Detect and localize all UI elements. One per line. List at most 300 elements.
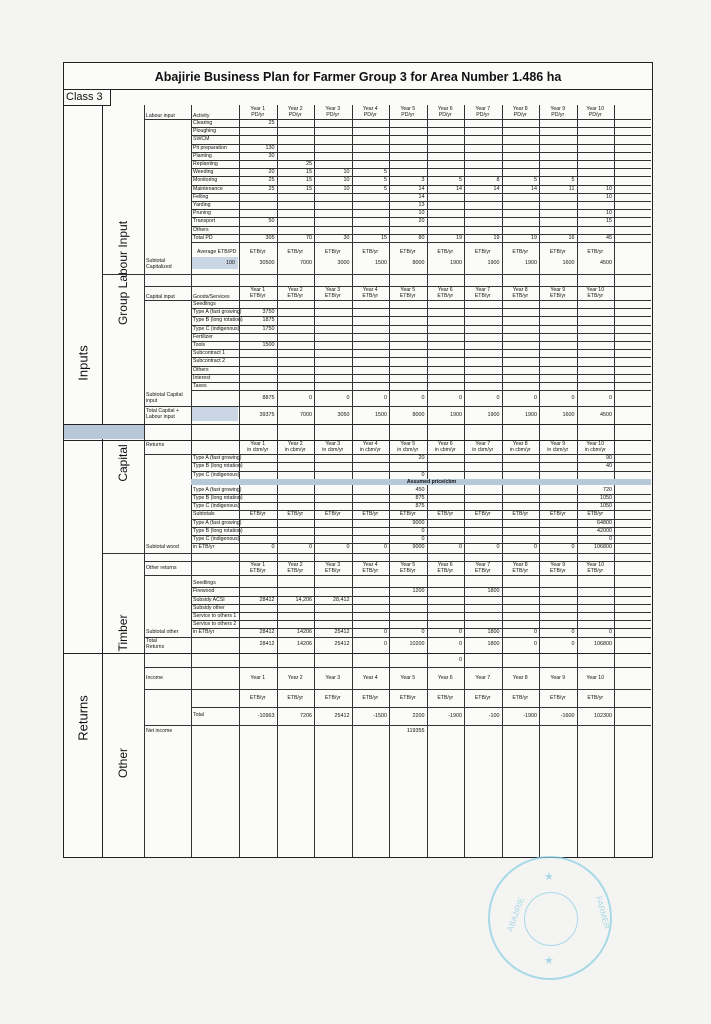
other-unit-9: ETB/yr: [549, 568, 566, 575]
capital-total-cell: 3050: [337, 412, 350, 419]
income-total-cell: -1900: [523, 712, 537, 719]
activity-13: Transport: [193, 218, 216, 225]
labour-year-6: Year 6: [437, 106, 453, 112]
timber-unit-5: in cbm/yr: [397, 447, 419, 454]
total-returns-cell: 10200: [409, 640, 425, 647]
labour-cell: 10: [343, 185, 350, 192]
subtotal-wood-label: Subtotal wood: [146, 544, 179, 551]
section-capital: Capital: [116, 444, 130, 482]
labour-cell: 5: [384, 177, 387, 184]
labour-cell: 19: [531, 234, 537, 241]
other-subtotal-cell: 28412: [259, 629, 275, 636]
other-subtotal-cell: 1800: [487, 629, 500, 636]
timber-year-5: Year 5: [400, 441, 416, 448]
capital-subtotal-label: Subtotal Capital input: [146, 392, 183, 405]
total-returns-cell: 1800: [487, 640, 500, 647]
other-cell: 1200: [412, 588, 425, 595]
section-timber: Timber: [116, 614, 130, 652]
labour-unit-10: PD/yr: [588, 112, 602, 118]
avg-unit-10: ETB/yr: [587, 249, 604, 255]
capital-input-label: Capital input: [146, 294, 175, 300]
timber-vol-cell: 0: [421, 471, 425, 478]
other-year-6: Year 6: [437, 562, 453, 569]
capital-year-5: Year 5: [400, 287, 416, 293]
capital-subtotal-cell: 0: [421, 395, 425, 402]
business-plan-sheet: [63, 62, 653, 858]
activity-10: Felling: [193, 193, 209, 200]
labour-cell: 5: [571, 177, 575, 184]
income-unit-10: ETB/yr: [587, 694, 604, 701]
capital-year-8: Year 8: [512, 287, 528, 293]
capital-cell: 1500: [262, 342, 275, 348]
capital-subtotal-cell: 0: [609, 395, 612, 402]
timber-price-type-2: Type B (long rotation): [193, 495, 243, 501]
labour-cell: 80: [418, 234, 425, 241]
grid-line: [191, 604, 651, 605]
income-unit-5: ETB/yr: [399, 694, 416, 701]
other-unit-5: ETB/yr: [399, 568, 416, 575]
total-returns-cell: 106800: [594, 640, 612, 647]
timber-val-type-1: Type A (fast growing): [193, 519, 242, 526]
income-year-8: Year 8: [512, 674, 528, 681]
labour-cell: 70: [306, 234, 312, 241]
labour-unit-1: PD/yr: [251, 112, 265, 118]
grid-line: [144, 667, 651, 668]
income-year-7: Year 7: [475, 674, 491, 681]
subtotal-wood-cell: 0: [459, 544, 462, 551]
subtotal-wood-cell: 0: [571, 544, 575, 551]
labour-cell: 130: [265, 144, 275, 151]
capital-subtotal-cell: 0: [571, 395, 575, 402]
capital-subtotal-cell: 0: [534, 395, 537, 402]
labour-cell: 14: [418, 193, 425, 200]
timber-vol-type-3: Type C (indigenous): [193, 471, 240, 478]
income-unit-1: ETB/yr: [249, 694, 266, 701]
other-cell: 28412: [259, 596, 275, 603]
grid-line: [144, 689, 651, 690]
labour-cell: 15: [381, 234, 387, 241]
grid-line: [191, 612, 651, 613]
other-item-5: Service to others 1: [193, 613, 237, 619]
labour-unit-7: PD/yr: [476, 112, 490, 118]
income-total-cell: -10963: [257, 712, 275, 719]
total-returns-cell: 28412: [259, 640, 275, 647]
timber-vol-type-1: Type A (fast growing): [193, 455, 242, 462]
assumed-price-label: Assumed price/cbm: [406, 478, 457, 485]
timber-year-3: Year 3: [325, 441, 341, 448]
other-subtotal-cell: 0: [534, 629, 537, 636]
labour-cell: 14: [418, 185, 425, 192]
labour-cell: 8: [496, 177, 500, 184]
subtotals-unit: ETB/yr: [399, 511, 416, 518]
income-year-3: Year 3: [325, 674, 341, 681]
other-item-1: Seedlings: [193, 580, 216, 587]
other-unit-6: ETB/yr: [437, 568, 454, 575]
income-unit-3: ETB/yr: [324, 694, 341, 701]
capital-total-cell: 1600: [562, 412, 575, 419]
timber-val-type-2: Type B (long rotation): [193, 527, 243, 534]
labour-cell: 14: [531, 185, 537, 192]
subtotal-wood-cell: 0: [309, 544, 312, 551]
total-returns-cell: 0: [534, 640, 537, 647]
labour-cell: 10: [606, 210, 612, 217]
section-band: [64, 425, 144, 439]
labour-input-label: Labour input: [146, 113, 175, 119]
avg-unit-6: ETB/yr: [437, 249, 454, 255]
capital-item-6: Tools: [193, 342, 206, 348]
extra-zero: 0: [459, 656, 462, 663]
income-total-cell: -1900: [448, 712, 462, 719]
grid-line: [191, 382, 651, 383]
timber-year-2: Year 2: [287, 441, 303, 448]
capital-unit-5: ETB/yr: [399, 293, 416, 299]
other-item-4: Subsidy other: [193, 604, 225, 611]
timber-price-y10: 1050: [600, 503, 612, 510]
timber-unit-7: in cbm/yr: [472, 447, 494, 454]
capital-item-1: Seedlings: [193, 301, 216, 307]
capital-total-cell: 8000: [412, 412, 425, 419]
subtotals-unit: ETB/yr: [287, 511, 304, 518]
grid-line: [64, 653, 651, 654]
labour-year-8: Year 8: [512, 106, 528, 112]
capital-year-2: Year 2: [287, 287, 303, 293]
labour-unit-8: PD/yr: [513, 112, 527, 118]
grid-line: [191, 226, 651, 227]
activity-6: Replanting: [193, 161, 218, 167]
other-subtotal-label: Subtotal other: [146, 629, 179, 636]
capital-unit-10: ETB/yr: [587, 293, 604, 299]
other-year-9: Year 9: [550, 562, 566, 569]
capital-unit-7: ETB/yr: [474, 293, 491, 299]
grid-line: [191, 390, 651, 391]
income-label: Income: [146, 674, 164, 681]
other-subtotal-cell: 0: [571, 629, 575, 636]
section-group-labour: Group Labour Input: [116, 220, 130, 326]
avg-unit-5: ETB/yr: [399, 249, 416, 255]
timber-year-8: Year 8: [512, 441, 528, 448]
total-returns-label: Total Returns: [146, 637, 165, 650]
labour-cell: 11: [568, 185, 575, 192]
labour-cell: 10: [418, 210, 425, 217]
timber-price-y5: 450: [415, 486, 425, 493]
capital-item-8: Subcontract 2: [193, 358, 226, 365]
activity-3: SWCM: [193, 136, 210, 143]
capital-total-cell: 1900: [450, 412, 462, 419]
grid-line: [191, 127, 651, 128]
labour-cell: 25: [268, 120, 275, 126]
avg-value: 100: [226, 260, 235, 266]
labour-subtotal-cell: 1500: [375, 260, 387, 266]
labour-cell: 50: [268, 218, 275, 225]
labour-subtotal-cell: 3000: [337, 260, 350, 266]
capital-unit-9: ETB/yr: [549, 293, 566, 299]
income-unit-8: ETB/yr: [512, 694, 529, 701]
official-stamp: ★ ★ ABAJIRIE FARMER: [488, 856, 612, 980]
capital-item-9: Others: [193, 366, 209, 373]
labour-year-4: Year 4: [362, 106, 378, 112]
labour-subtotal-cell: 4500: [600, 260, 612, 266]
other-unit-3: ETB/yr: [324, 568, 341, 575]
labour-cell: 45: [606, 234, 612, 241]
labour-year-10: Year 10: [586, 106, 605, 112]
timber-year-6: Year 6: [437, 441, 453, 448]
subtotal-wood-cell: 0: [496, 544, 500, 551]
grid-line: [102, 105, 103, 857]
other-cell: 14,206: [295, 596, 312, 603]
capital-subtotal-cell: 8875: [262, 395, 275, 402]
timber-val-y5: 0: [421, 527, 425, 534]
grid-line: [144, 637, 651, 638]
activity-14: Others: [193, 226, 209, 233]
grid-line: [191, 707, 651, 708]
capital-unit-6: ETB/yr: [437, 293, 454, 299]
subtotal-wood-cell: 9000: [412, 544, 425, 551]
section-other: Other: [116, 747, 130, 779]
capital-unit-2: ETB/yr: [287, 293, 304, 299]
timber-unit-2: in cbm/yr: [284, 447, 306, 454]
labour-year-5: Year 5: [400, 106, 416, 112]
timber-val-y5: 0: [421, 536, 425, 542]
labour-cell: 5: [459, 177, 462, 184]
timber-vol-type-2: Type B (long rotation): [193, 463, 243, 470]
subtotal-wood-cell: 106800: [594, 544, 612, 551]
timber-price-type-3: Type C (indigenous): [193, 503, 240, 510]
capital-item-10: Interest: [193, 374, 211, 381]
other-unit-1: ETB/yr: [249, 568, 266, 575]
capital-total-cell: 1900: [525, 412, 537, 419]
other-unit-4: ETB/yr: [362, 568, 379, 575]
labour-cell: 14: [456, 185, 462, 192]
capital-item-3: Type B (long rotation): [193, 317, 243, 324]
labour-subtotal-cell: 7000: [300, 260, 312, 266]
income-year-10: Year 10: [586, 674, 605, 681]
subtotal-wood-unit: in ETB/yr: [193, 544, 215, 551]
income-total-cell: 25412: [334, 712, 350, 719]
labour-cell: 5: [384, 169, 387, 176]
grid-line: [102, 553, 651, 554]
labour-cell: 3: [421, 177, 425, 184]
timber-unit-8: in cbm/yr: [509, 447, 531, 454]
avg-unit-8: ETB/yr: [512, 249, 529, 255]
activity-2: Ploughing: [193, 128, 217, 135]
labour-cell: 10: [343, 169, 350, 176]
labour-cell: 30: [343, 234, 350, 241]
labour-subtotal-cell: 8000: [412, 260, 425, 266]
other-subtotal-cell: 0: [384, 629, 387, 636]
timber-unit-9: in cbm/yr: [547, 447, 569, 454]
subtotals-unit: ETB/yr: [474, 511, 491, 518]
total-capital-label: Total Capital + Labour input: [146, 408, 180, 421]
timber-price-y10: 720: [603, 486, 612, 493]
labour-cell: 25: [306, 161, 312, 167]
income-unit-7: ETB/yr: [474, 694, 491, 701]
capital-year-1: Year 1: [250, 287, 266, 293]
activity-5: Planting: [193, 152, 212, 159]
grid-line: [144, 575, 651, 576]
timber-val-y10: 0: [609, 536, 612, 542]
capital-unit-3: ETB/yr: [324, 293, 341, 299]
labour-year-3: Year 3: [325, 106, 341, 112]
activity-label: Activity: [193, 113, 210, 119]
labour-cell: 10: [343, 177, 350, 184]
labour-cell: 10: [606, 193, 612, 200]
other-unit-8: ETB/yr: [512, 568, 529, 575]
timber-val-type-3: Type C (indigenous): [193, 536, 240, 542]
capital-subtotal-cell: 0: [309, 395, 312, 402]
other-year-4: Year 4: [362, 562, 378, 569]
activity-7: Weeding: [193, 169, 214, 176]
net-income-label: Net income: [146, 727, 173, 734]
timber-year-10: Year 10: [586, 441, 605, 448]
income-unit-6: ETB/yr: [437, 694, 454, 701]
labour-cell: 19: [493, 234, 500, 241]
other-item-6: Service to others 2: [193, 621, 237, 628]
labour-unit-6: PD/yr: [438, 112, 452, 118]
timber-price-y5: 875: [415, 503, 425, 510]
timber-unit-1: in cbm/yr: [247, 447, 269, 454]
labour-unit-5: PD/yr: [401, 112, 415, 118]
activity-4: Pit preparation: [193, 144, 227, 151]
labour-unit-3: PD/yr: [326, 112, 340, 118]
labour-cell: 10: [606, 185, 612, 192]
income-unit-2: ETB/yr: [287, 694, 304, 701]
other-year-10: Year 10: [586, 562, 605, 569]
labour-unit-9: PD/yr: [551, 112, 565, 118]
avg-unit-3: ETB/yr: [324, 249, 341, 255]
other-cell: 28,412: [333, 596, 350, 603]
timber-year-7: Year 7: [475, 441, 491, 448]
capital-subtotal-cell: 0: [496, 395, 500, 402]
capital-total-cell: 4500: [600, 412, 612, 419]
other-item-2: Firewood: [193, 588, 215, 595]
other-returns-label: Other returns: [146, 565, 177, 572]
other-subtotal-cell: 0: [459, 629, 462, 636]
capital-item-7: Subcontract 1: [193, 350, 226, 357]
capital-item-4: Type C (indigenous): [193, 325, 240, 332]
capital-year-9: Year 9: [550, 287, 566, 293]
other-year-7: Year 7: [475, 562, 491, 569]
other-subtotal-cell: 0: [609, 629, 612, 636]
goods-label: Goods/Services: [193, 294, 230, 300]
avg-unit-7: ETB/yr: [474, 249, 491, 255]
grid-line: [191, 620, 651, 621]
timber-vol-cell: 90: [606, 455, 612, 462]
activity-15: Total PD: [193, 234, 213, 241]
capital-year-10: Year 10: [586, 287, 605, 293]
avg-unit-2: ETB/yr: [287, 249, 304, 255]
net-income-value: 119355: [406, 727, 425, 734]
capital-item-2: Type A (fast growing): [193, 309, 242, 316]
activity-8: Monitoring: [193, 177, 218, 184]
timber-val-y10: 64800: [597, 519, 612, 526]
grid-line: [64, 424, 651, 425]
other-year-3: Year 3: [325, 562, 341, 569]
timber-year-9: Year 9: [550, 441, 566, 448]
grid-line: [144, 300, 651, 301]
capital-year-7: Year 7: [475, 287, 491, 293]
subtotals-unit: ETB/yr: [362, 511, 379, 518]
timber-year-1: Year 1: [250, 441, 266, 448]
timber-price-type-1: Type A (fast growing): [193, 486, 242, 493]
income-total-cell: 7206: [300, 712, 312, 719]
income-year-9: Year 9: [550, 674, 566, 681]
income-year-6: Year 6: [437, 674, 453, 681]
labour-cell: 25: [268, 177, 275, 184]
total-returns-cell: 0: [384, 640, 387, 647]
subtotals-unit: ETB/yr: [437, 511, 454, 518]
capital-item-5: Fertilizer: [193, 333, 213, 340]
capital-year-4: Year 4: [362, 287, 378, 293]
income-total-cell: 102300: [594, 712, 612, 719]
timber-price-y5: 875: [415, 495, 425, 501]
capital-year-6: Year 6: [437, 287, 453, 293]
labour-cell: 305: [265, 234, 275, 241]
total-capital-cell: [192, 407, 238, 421]
grid-line: [191, 242, 651, 243]
grid-line: [144, 105, 145, 857]
timber-val-y5: 9000: [412, 519, 425, 526]
total-returns-cell: 25412: [334, 640, 350, 647]
other-item-3: Subsidy ACSI: [193, 596, 225, 603]
labour-subtotal-cell: 30500: [259, 260, 275, 266]
income-year-1: Year 1: [250, 674, 266, 681]
timber-unit-10: in cbm/yr: [584, 447, 606, 454]
subtotals-label: Subtotals: [193, 511, 215, 518]
labour-subtotal-cell: 1900: [487, 260, 500, 266]
labour-year-7: Year 7: [475, 106, 491, 112]
other-subtotal-unit: in ETB/yr: [193, 629, 215, 636]
labour-cell: 15: [306, 177, 312, 184]
timber-unit-3: in cbm/yr: [322, 447, 344, 454]
income-year-5: Year 5: [400, 674, 416, 681]
subtotals-unit: ETB/yr: [512, 511, 529, 518]
labour-cell: 25: [268, 185, 275, 192]
labour-cell: 15: [306, 169, 312, 176]
labour-subtotal-cell: 1900: [525, 260, 537, 266]
labour-year-9: Year 9: [550, 106, 566, 112]
other-subtotal-cell: 0: [421, 629, 425, 636]
labour-unit-2: PD/yr: [288, 112, 302, 118]
labour-year-2: Year 2: [287, 106, 303, 112]
income-total-cell: -100: [488, 712, 500, 719]
other-year-8: Year 8: [512, 562, 528, 569]
capital-item-11: Taxes: [193, 383, 207, 389]
grid-line: [191, 366, 651, 367]
labour-subtotal-cell: 1900: [450, 260, 462, 266]
labour-cell: 5: [534, 177, 537, 184]
activity-9: Maintenance: [193, 185, 223, 192]
total-returns-cell: 0: [571, 640, 575, 647]
timber-year-4: Year 4: [362, 441, 378, 448]
capital-year-3: Year 3: [325, 287, 341, 293]
avg-unit-4: ETB/yr: [362, 249, 379, 255]
total-returns-cell: 14206: [297, 640, 312, 647]
timber-vol-cell: 40: [606, 463, 612, 470]
other-unit-2: ETB/yr: [287, 568, 304, 575]
income-year-4: Year 4: [362, 674, 378, 681]
labour-cell: 5: [384, 185, 387, 192]
income-unit-4: ETB/yr: [362, 694, 379, 701]
labour-subtotal-cell: 1600: [562, 260, 575, 266]
grid-line: [191, 357, 651, 358]
capital-total-cell: 1900: [487, 412, 500, 419]
labour-cell: 30: [268, 152, 275, 159]
timber-price-y10: 1050: [600, 495, 612, 501]
avg-unit-9: ETB/yr: [549, 249, 566, 255]
other-subtotal-cell: 25412: [334, 629, 350, 636]
grid-line: [144, 725, 651, 726]
labour-cell: 20: [268, 169, 275, 176]
